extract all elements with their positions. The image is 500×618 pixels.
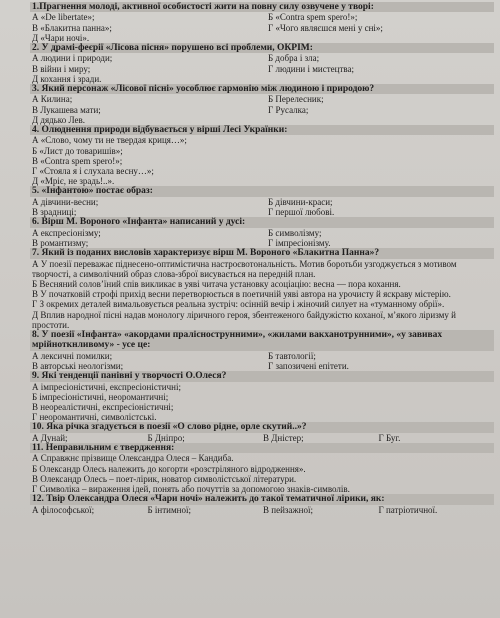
question-title: 7. Який із поданих висловів характеризує вірш М. Вороного «Блакитна Панна»? [30, 248, 494, 258]
question-7 [30, 248, 494, 330]
answer-option[interactable]: Г З окремих деталей вимальовується реальна зустріч: осінній вечір і жіночий силует на «туманному обрії». [32, 299, 445, 310]
answer-option[interactable]: Г «Чого являєшся мені у сні»; [268, 22, 383, 33]
answer-option[interactable]: Г «Стояла я і слухала весну…»; [32, 166, 154, 177]
answer-option[interactable]: Г Буг. [378, 432, 401, 443]
question-title: 2. У драмі-феєрії «Лісова пісня» порушено всі проблеми, ОКРІМ: [30, 43, 494, 53]
question-6 [30, 217, 494, 248]
answer-option[interactable]: В «Блакитна панна»; [32, 22, 112, 33]
answer-option[interactable]: Б тавтології; [268, 350, 316, 361]
question-title: 3. Який персонаж «Лісової пісні» уособлює гармонію між людиною і природою? [30, 84, 494, 94]
answer-option[interactable]: Г Русалка; [268, 104, 309, 115]
answer-option[interactable]: В зрадниці; [32, 207, 77, 218]
answer-option[interactable]: В Олександр Олесь – поет-лірик, новатор символістської літератури. [32, 473, 297, 484]
question-8 [30, 330, 494, 371]
answer-option[interactable]: В неореалістичні, експресіоністичні; [32, 401, 174, 412]
question-title: 10. Яка річка згадується в поезії «О слово рідне, орле скутий..»? [30, 422, 494, 432]
answer-option[interactable]: В У початковій строфі прихід весни перетворюється в поетичній уяві автора на урочисту й яскраву містерію. [32, 289, 451, 300]
question-title: 1.Прагнення молоді, активної особистості жити на повну силу озвучене у творі: [30, 2, 494, 12]
question-4 [30, 125, 494, 186]
answer-option[interactable]: А філософської; [32, 504, 95, 515]
answer-option[interactable]: Б добра і зла; [268, 53, 320, 64]
question-10 [30, 422, 494, 443]
question-12 [30, 494, 494, 515]
answer-option[interactable]: В Лукашева мати; [32, 104, 101, 115]
answer-option[interactable]: Г імпресіонізму. [268, 237, 331, 248]
question-title: 9. Які тенденції панівні у творчості О.Олеся? [30, 371, 494, 381]
answer-option[interactable]: А експресіонізму; [32, 227, 101, 238]
answer-option[interactable]: Г запозичені епітети. [268, 360, 349, 371]
answer-option[interactable]: Б «Лист до товаришів»; [32, 145, 123, 156]
answer-option[interactable]: Б імпресіоністичні, неоромантичні; [32, 391, 169, 402]
answer-option[interactable]: А людини і природи; [32, 53, 113, 64]
answer-option[interactable]: Г Символіка – вираження ідей, понять або почуттів за допомогою знаків-символів. [32, 483, 350, 494]
answer-option[interactable]: А Справжнє прізвище Олександра Олеся – Кандиба. [32, 453, 234, 464]
answer-option[interactable]: А імпресіоністичні, експресіоністичні; [32, 381, 181, 392]
answer-option[interactable]: В авторські неологізми; [32, 360, 124, 371]
answer-option[interactable]: Б інтимної; [147, 504, 191, 515]
answer-option[interactable]: А Дунай; [32, 432, 68, 443]
question-2 [30, 43, 494, 84]
answer-option[interactable]: Б Весняний солов’їний спів викликає в уяві читача установку асоціацію: весна — пора кохання. [32, 278, 401, 289]
question-title: 4. Олюднення природи відбувається у вірші Лесі Українки: [30, 125, 494, 135]
question-3 [30, 84, 494, 125]
answer-option[interactable]: Д «Мріє, не зрадь!..». [32, 176, 115, 187]
question-title: 5. «Інфантою» постає образ: [30, 186, 494, 196]
question-11 [30, 443, 494, 494]
answer-option[interactable]: Б дівчини-краси; [268, 196, 333, 207]
answer-option[interactable]: Г першої любові. [268, 207, 335, 218]
answer-option[interactable]: А Килина; [32, 94, 73, 105]
answer-option[interactable]: А лексичні помилки; [32, 350, 113, 361]
answer-option[interactable]: Б Олександр Олесь належить до когорти «розстріляного відродження». [32, 463, 306, 474]
answer-option[interactable]: Г людини і мистецтва; [268, 63, 355, 74]
answer-option[interactable]: В пейзажної; [263, 504, 313, 515]
answer-option[interactable]: Г неоромантичні, символістські. [32, 412, 157, 423]
answer-option[interactable]: В романтизму; [32, 237, 89, 248]
answer-option[interactable]: Д Вплив народної пісні надав монологу ліричного героя, збентеженого байдужістю коханої, м’якого ліризму й простоти. [32, 309, 456, 330]
answer-option[interactable]: Д «Чари ночі». [32, 32, 90, 43]
answer-option[interactable]: Б символізму; [268, 227, 322, 238]
question-1 [30, 2, 494, 43]
question-title: 12. Твір Олександра Олеся «Чари ночі» належить до такої тематичної лірики, як: [30, 494, 494, 504]
question-title: 11. Неправильним є твердження: [30, 443, 494, 453]
question-title: 6. Вірш М. Вороного «Інфанта» написаний у дусі: [30, 217, 494, 227]
answer-option[interactable]: Б «Contra spem spero!»; [268, 12, 358, 23]
question-5 [30, 186, 494, 217]
question-title: 8. У поезії «Інфанта» «акордами праліснострунними», «жилами вакханотрунними», «у завивах мрійноткнливому» - усе це: [30, 330, 494, 351]
answer-option[interactable]: Б Перелесник; [268, 94, 324, 105]
answer-option[interactable]: В «Contra spem spero!»; [32, 155, 123, 166]
answer-option[interactable]: А «Слово, чому ти не твердая криця…»; [32, 135, 187, 146]
answer-option[interactable]: Г патріотичної. [378, 504, 438, 515]
answer-option[interactable]: Б Дніпро; [147, 432, 185, 443]
answer-option[interactable]: В Дністер; [263, 432, 304, 443]
answer-option[interactable]: А «De libertate»; [32, 12, 95, 23]
answer-option[interactable]: В війни і миру; [32, 63, 91, 74]
answer-option[interactable]: Д кохання і зради. [32, 73, 102, 84]
answer-option[interactable]: А У поезії переважає піднесено-оптимістична настроєвотональність. Мотив боротьби узгоджується з мотивом творчості, а символічний образ слова-зброї висувається на передній план. [32, 258, 457, 279]
answer-option[interactable]: Д дядько Лев. [32, 114, 85, 125]
question-9 [30, 371, 494, 422]
answer-option[interactable]: А дівчини-весни; [32, 196, 99, 207]
